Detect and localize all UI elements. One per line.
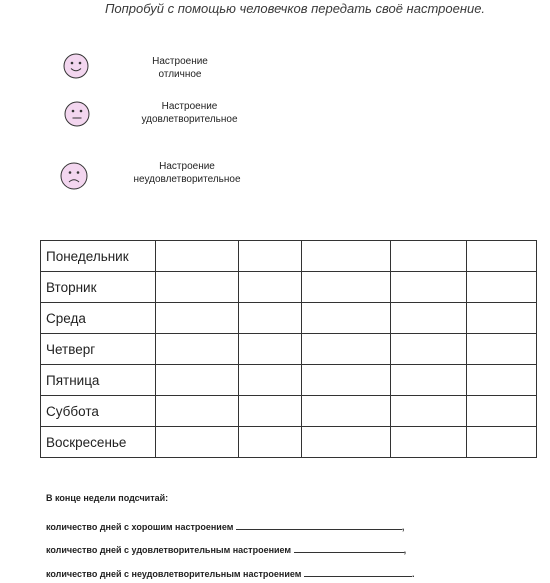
mood-cell[interactable] xyxy=(239,396,302,427)
summary-line-satisfactory xyxy=(46,543,406,555)
table-row xyxy=(41,303,537,334)
summary-line-text: количество дней с хорошим настроением xyxy=(46,522,234,532)
mood-cell[interactable] xyxy=(467,303,537,334)
legend-label-line1: Настроение xyxy=(161,101,218,112)
mood-cell[interactable] xyxy=(467,396,537,427)
table-row xyxy=(41,365,537,396)
mood-cell[interactable] xyxy=(156,303,239,334)
mood-cell[interactable] xyxy=(467,241,537,272)
mood-cell[interactable] xyxy=(239,241,302,272)
mood-cell[interactable] xyxy=(391,396,467,427)
summary-line-text: количество дней с удовлетворительным настроением xyxy=(46,545,292,555)
mood-cell[interactable] xyxy=(239,427,302,458)
mood-cell[interactable] xyxy=(302,396,391,427)
legend-label-line1: Настроение xyxy=(159,161,215,172)
mood-cell[interactable] xyxy=(156,272,239,303)
mood-cell[interactable] xyxy=(391,427,467,458)
mood-cell[interactable] xyxy=(391,334,467,365)
summary-line-punctuation: . xyxy=(411,569,415,579)
legend-label-excellent xyxy=(130,55,230,81)
mood-cell[interactable] xyxy=(391,365,467,396)
legend-item-satisfactory xyxy=(0,100,550,140)
mood-cell[interactable] xyxy=(302,272,391,303)
table-row xyxy=(41,427,537,458)
summary-heading: В конце недели подсчитай: xyxy=(46,493,169,503)
legend-label-line2: отличное xyxy=(158,69,202,80)
mood-cell[interactable] xyxy=(239,365,302,396)
mood-cell[interactable] xyxy=(467,427,537,458)
mood-cell[interactable] xyxy=(302,241,391,272)
mood-cell[interactable] xyxy=(156,241,239,272)
happy-face-icon xyxy=(63,53,89,79)
answer-blank[interactable] xyxy=(236,520,402,530)
day-cell: Воскресенье xyxy=(41,427,156,458)
summary-line-punctuation: , xyxy=(403,545,407,555)
day-cell: Пятница xyxy=(41,365,156,396)
mood-cell[interactable] xyxy=(467,272,537,303)
day-cell: Понедельник xyxy=(41,241,156,272)
mood-cell[interactable] xyxy=(239,272,302,303)
mood-cell[interactable] xyxy=(302,303,391,334)
mood-cell[interactable] xyxy=(302,334,391,365)
sad-face-icon xyxy=(60,162,88,190)
table-row xyxy=(41,396,537,427)
mood-cell[interactable] xyxy=(302,427,391,458)
day-cell: Суббота xyxy=(41,396,156,427)
mood-cell[interactable] xyxy=(156,365,239,396)
answer-blank[interactable] xyxy=(304,567,412,577)
table-row xyxy=(41,334,537,365)
mood-cell[interactable] xyxy=(239,334,302,365)
summary-line-text: количество дней с неудовлетворительным настроением xyxy=(46,569,302,579)
summary-line-good xyxy=(46,520,404,532)
mood-cell[interactable] xyxy=(239,303,302,334)
mood-tracking-table xyxy=(40,240,537,458)
instruction-text: Попробуй с помощью человечков передать своё настроение. xyxy=(104,1,486,16)
legend-label-line1: Настроение xyxy=(152,56,208,67)
day-cell: Среда xyxy=(41,303,156,334)
summary-line-unsatisfactory xyxy=(46,567,414,579)
mood-cell[interactable] xyxy=(156,427,239,458)
mood-cell[interactable] xyxy=(467,334,537,365)
legend-item-excellent xyxy=(0,52,550,92)
answer-blank[interactable] xyxy=(294,543,404,553)
day-cell: Четверг xyxy=(41,334,156,365)
table-row xyxy=(41,241,537,272)
table-row xyxy=(41,272,537,303)
mood-cell[interactable] xyxy=(391,241,467,272)
mood-cell[interactable] xyxy=(467,365,537,396)
neutral-face-icon xyxy=(64,101,90,127)
legend-label-line2: неудовлетворительное xyxy=(133,174,241,185)
legend-label-line2: удовлетворительное xyxy=(141,114,238,125)
mood-cell[interactable] xyxy=(391,272,467,303)
legend-label-unsatisfactory xyxy=(122,160,252,186)
mood-cell[interactable] xyxy=(156,396,239,427)
mood-cell[interactable] xyxy=(156,334,239,365)
summary-line-punctuation: , xyxy=(401,522,405,532)
legend-item-unsatisfactory xyxy=(0,160,550,200)
day-cell: Вторник xyxy=(41,272,156,303)
mood-cell[interactable] xyxy=(391,303,467,334)
mood-cell[interactable] xyxy=(302,365,391,396)
legend-label-satisfactory xyxy=(132,100,247,126)
